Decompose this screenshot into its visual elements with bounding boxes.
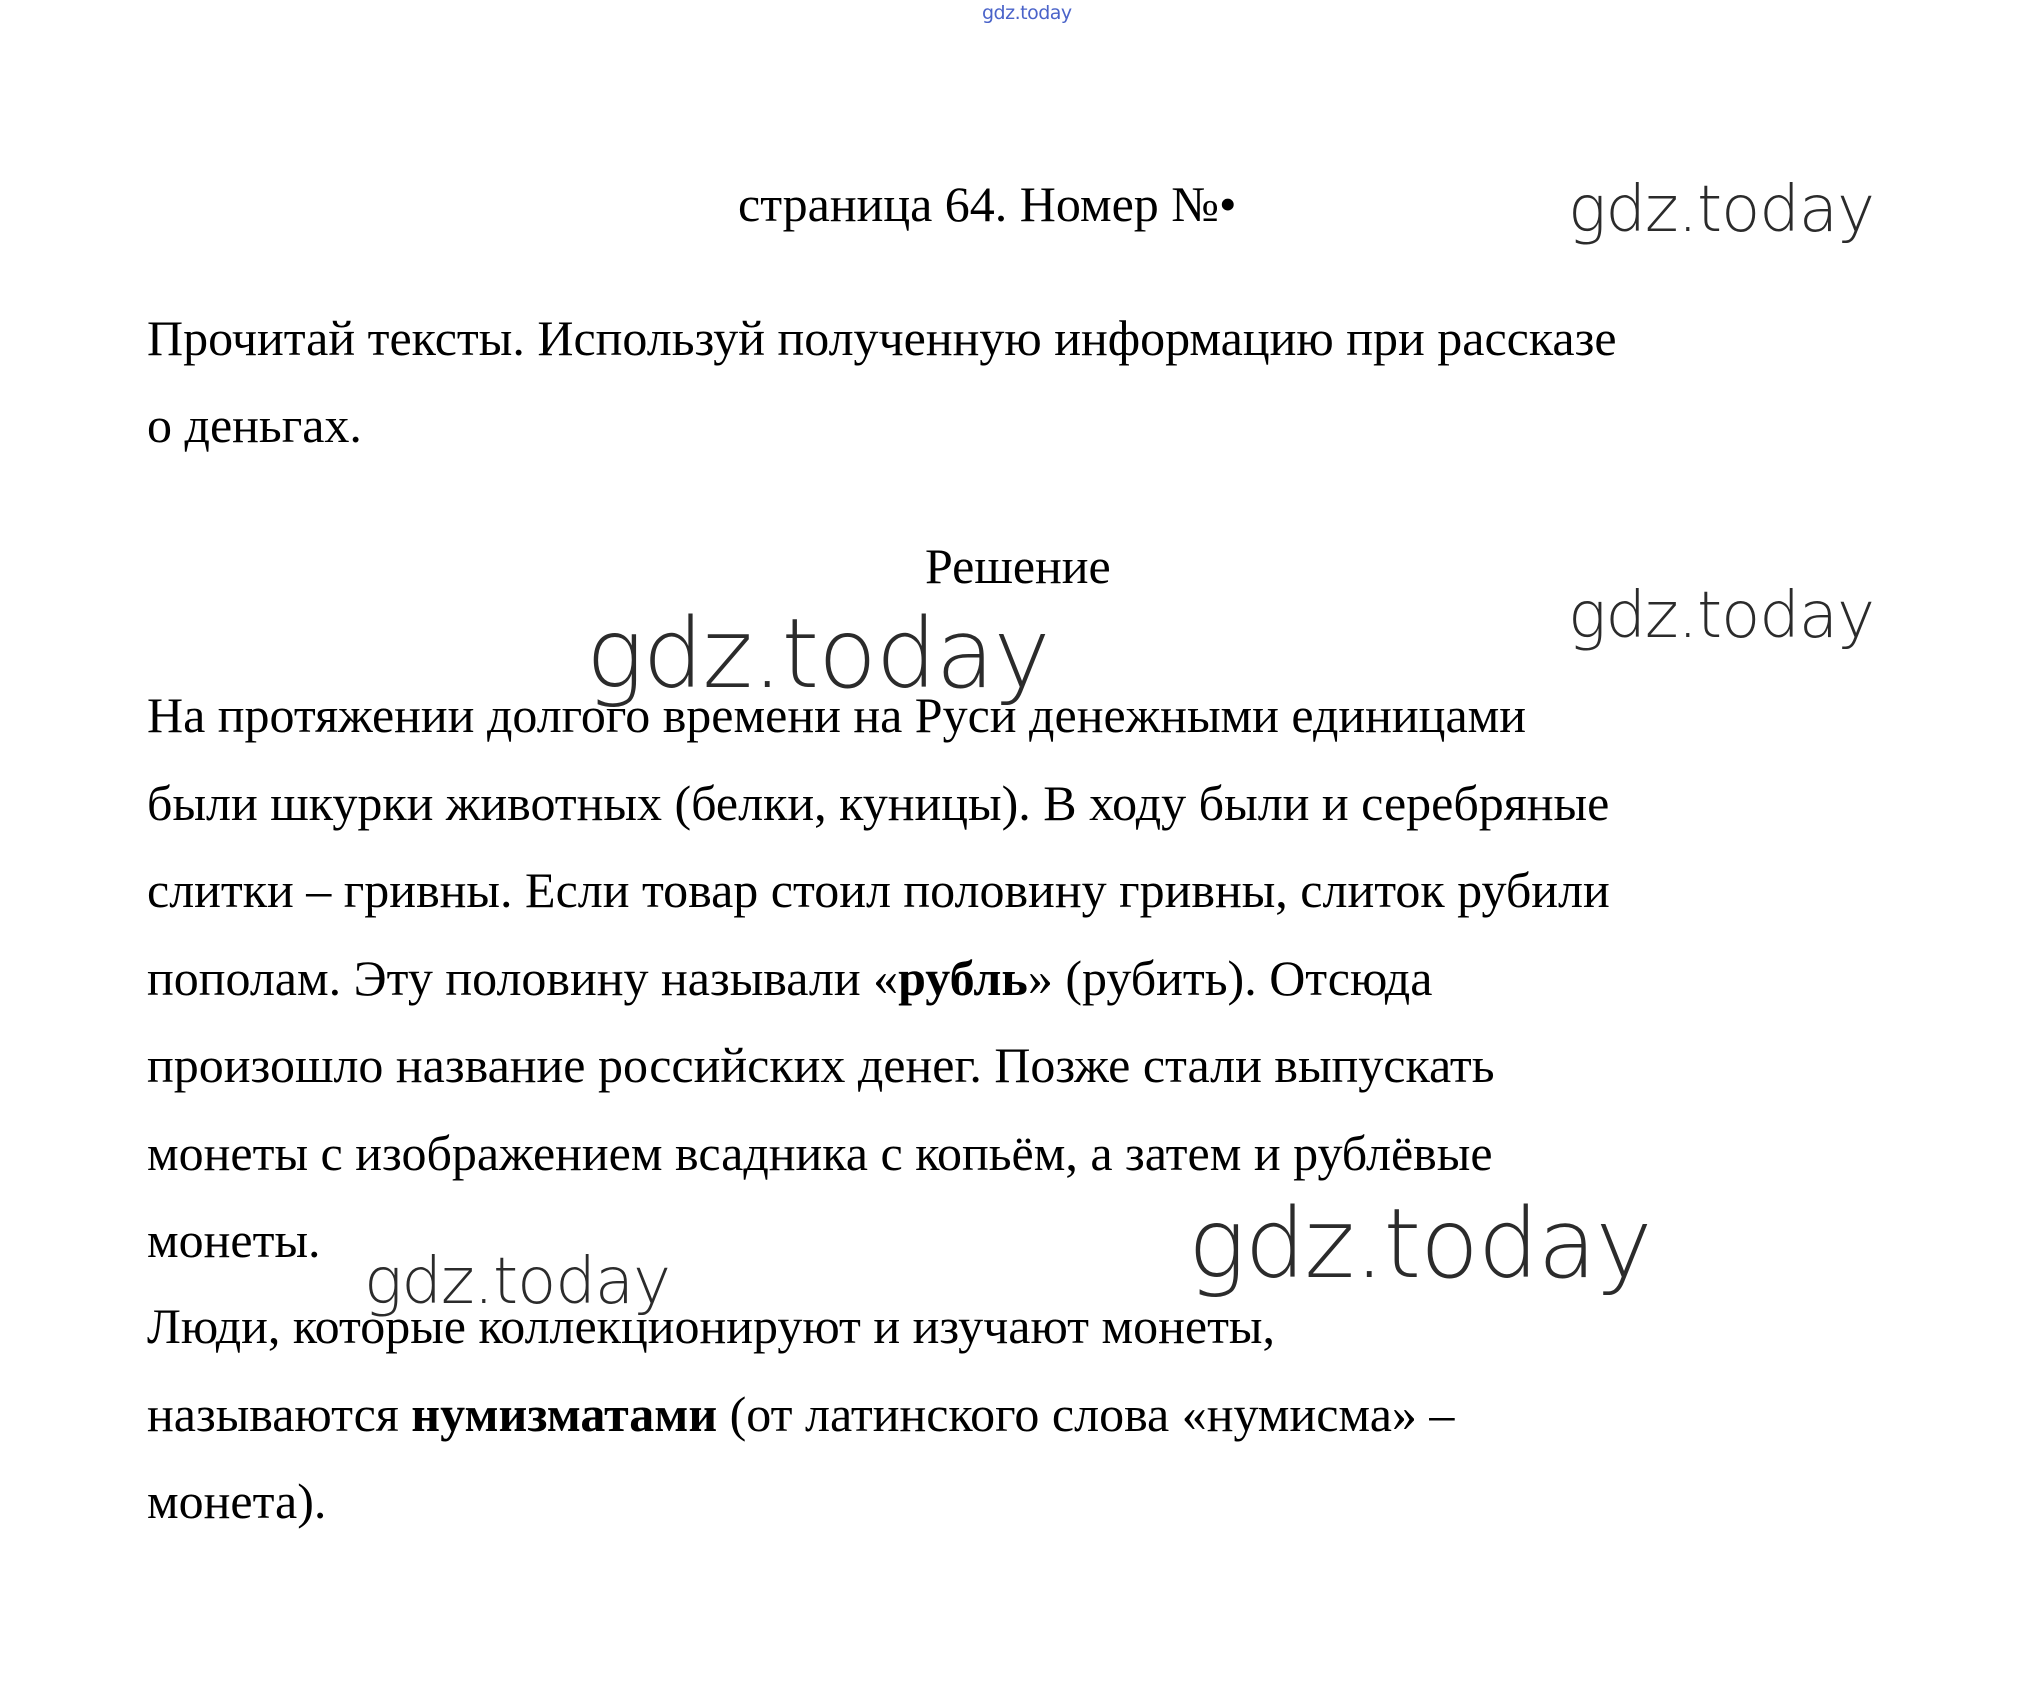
text-fragment: называются <box>147 1385 412 1442</box>
text-fragment: (от латинского слова «нумисма» – <box>717 1385 1455 1442</box>
watermark: gdz.today <box>1188 1188 1652 1300</box>
paragraph-line: монета). <box>147 1473 327 1529</box>
paragraph-line: произошло название российских денег. Позже стали выпускать <box>147 1037 1495 1093</box>
bold-term-numismatists: нумизматами <box>411 1385 718 1442</box>
bold-term-rubl: рубль <box>898 949 1028 1006</box>
paragraph-line: монеты. <box>147 1212 321 1268</box>
paragraph-line <box>147 1371 1927 1459</box>
watermark: gdz.today <box>1568 579 1874 653</box>
watermark: gdz.today <box>364 1245 670 1319</box>
paragraph-line: были шкурки животных (белки, куницы). В ходу были и серебряные <box>147 774 1610 831</box>
watermark: gdz.today <box>586 598 1050 710</box>
paragraph-line: слитки – гривны. Если товар стоил половину гривны, слиток рубили <box>147 862 1610 918</box>
task-text <box>147 295 1927 469</box>
text-fragment: » (рубить). Отсюда <box>1027 949 1433 1006</box>
solution-paragraph-1 <box>147 672 1927 1285</box>
paragraph-line: На протяжении долгого времени на Руси денежными единицами <box>147 687 1527 743</box>
task-line: Прочитай тексты. Используй полученную информацию при рассказе <box>147 310 1617 366</box>
page-heading: страница 64. Номер №• <box>738 176 1237 232</box>
text-fragment: пополам. Эту половину называли « <box>147 949 899 1006</box>
watermark: gdz.today <box>1568 173 1874 247</box>
paragraph-line <box>147 935 1927 1023</box>
task-line: о деньгах. <box>147 397 362 453</box>
solution-heading: Решение <box>925 538 1111 594</box>
solution-paragraph-2 <box>147 1283 1927 1546</box>
top-site-link[interactable]: gdz.today <box>982 2 1072 24</box>
paragraph-line: монеты с изображением всадника с копьём, а затем и рублёвые <box>147 1124 1493 1181</box>
paragraph-line: Люди, которые коллекционируют и изучают монеты, <box>147 1298 1276 1354</box>
